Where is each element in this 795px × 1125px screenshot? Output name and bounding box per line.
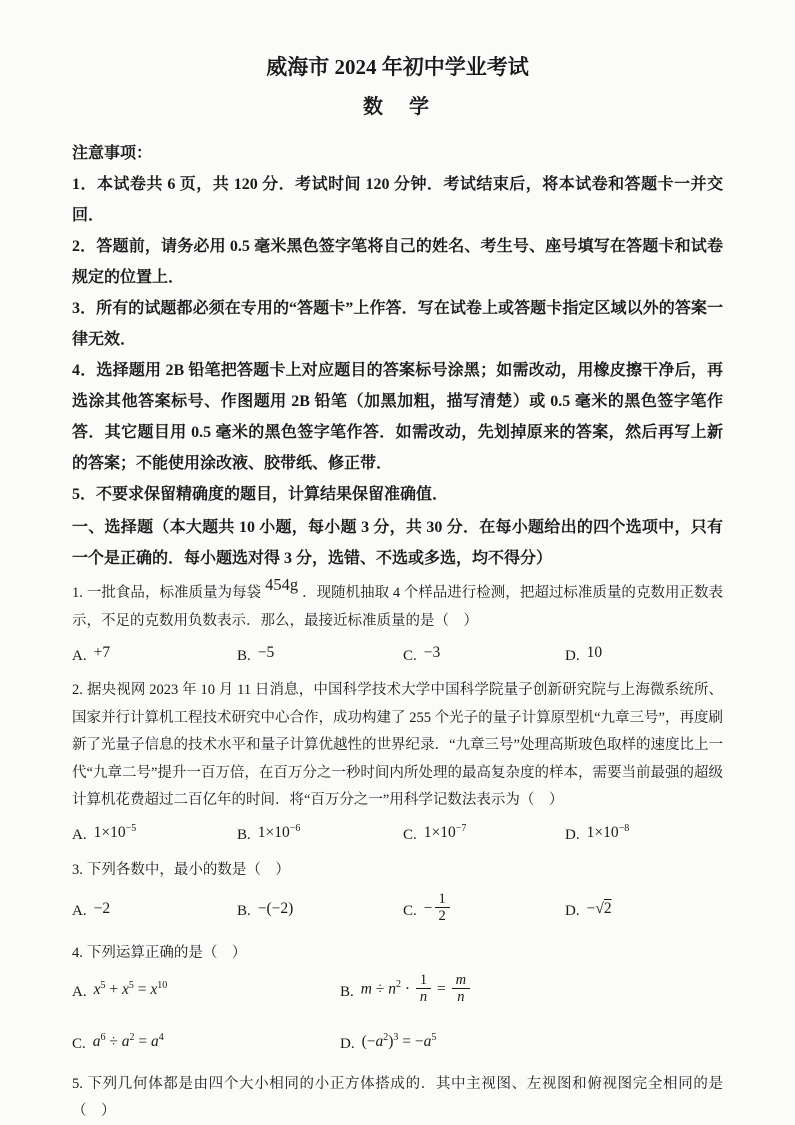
notice-heading: 注意事项：	[72, 145, 153, 162]
question-2-option-b	[237, 822, 403, 845]
option-label: B.	[237, 903, 251, 919]
question-4	[72, 940, 723, 1066]
question-1-option-b	[237, 644, 403, 665]
notice-item-4: 4．选择题用 2B 铅笔把答题卡上对应题目的答案标号涂黑；如需改动，用橡皮擦干净后，再选涂其他答案标号、作图题用 2B 铅笔（加黑加粗，描写清楚）或 0.5 毫米的黑色签字笔作答．其它题目用 0.5 毫米的黑色签字笔作答．如需改动，先划掉原来的答案，然后再写上新的答案；不能使用涂改液、胶带纸、修正带．	[72, 362, 723, 472]
section-one-heading: 一、选择题（本大题共 10 小题，每小题 3 分，共 30 分．在每小题给出的四个选项中，只有一个是正确的．每小题选对得 3 分，选错、不选或多选，均不得分）	[72, 519, 723, 567]
notice-item-5: 5．不要求保留精确度的题目，计算结果保留准确值．	[72, 486, 449, 503]
option-label: D.	[565, 647, 580, 664]
question-4-option-b	[340, 972, 723, 1014]
question-5-number: 5.	[72, 1075, 83, 1092]
question-2-number: 2.	[72, 682, 83, 698]
notice-item-3: 3．所有的试题都必须在专用的“答题卡”上作答．写在试卷上或答题卡指定区域以外的答案一律无效．	[72, 300, 723, 348]
option-label: A.	[72, 903, 87, 919]
question-3-option-d	[565, 899, 723, 921]
question-3-option-c	[403, 890, 565, 928]
option-label: B.	[340, 984, 354, 1000]
option-value: +7	[93, 644, 111, 661]
option-value: $m \div n^2$ · $\frac{1}{n}$ = $\frac{m}{n}$	[361, 973, 472, 1006]
question-3-number: 3.	[72, 861, 83, 878]
option-value: $x^5 + x^5 = x^{10}$	[93, 979, 168, 998]
question-3	[72, 857, 723, 935]
option-label: A.	[72, 984, 87, 1000]
page-title: 威海市 2024 年初中学业考试	[266, 55, 529, 79]
option-value: 10	[586, 644, 603, 661]
option-value: −(−2)	[257, 899, 294, 917]
question-2-option-a	[72, 822, 237, 845]
question-2-stem	[72, 677, 723, 815]
question-1-stem	[72, 575, 724, 635]
question-5-stem	[72, 1071, 723, 1125]
question-1-text: 一批食品，标准质量为每袋 454g ．现随机抽取 4 个样品进行检测，把超过标准质量的克数用正数表示，不足的克数用负数表示．那么，最接近标准质量的是（ ）	[72, 575, 724, 629]
option-label: D.	[340, 1036, 355, 1052]
option-label: D.	[565, 903, 580, 919]
question-3-stem	[72, 857, 723, 884]
option-value: −3	[423, 644, 441, 661]
question-5	[72, 1071, 723, 1125]
question-3-text: 下列各数中，最小的数是（ ）	[86, 861, 290, 878]
option-label: C.	[72, 1036, 86, 1052]
option-value: $1\times 10^{-6}$	[257, 822, 301, 841]
option-value: −5	[257, 644, 275, 661]
option-value: − $\frac{1}{2}$	[424, 892, 452, 925]
question-4-option-c	[72, 1024, 340, 1066]
question-2-text: 据央视网 2023 年 10 月 11 日消息，中国科学技术大学中国科学院量子创新研究院与上海微系统所、国家并行计算机工程技术研究中心合作，成功构建了 255 个光子的量子计算原型机“九章三号”，再度刷新了光量子信息的技术水平和量子计算优越性的世界纪录．“九章三号”处理高斯玻色取样的速度比上一代“九章二号”提升一百万倍，在百万分之一秒时间内所处理的最高复杂度的样本，需要当前最强的超级计算机花费超过二百亿年的时间．将“百万分之一”用科学记数法表示为（ ）	[72, 682, 723, 808]
question-4-number: 4.	[72, 944, 83, 961]
question-3-option-b	[237, 899, 403, 921]
option-value: $1\times 10^{-8}$	[586, 822, 630, 841]
question-4-options	[72, 972, 723, 1066]
question-4-text: 下列运算正确的是（ ）	[86, 944, 247, 961]
option-value: $1\times 10^{-5}$	[93, 822, 137, 841]
question-3-option-a	[72, 899, 237, 921]
question-2-option-c	[403, 822, 565, 845]
question-1-option-a	[72, 644, 237, 665]
notice-section	[72, 138, 723, 510]
option-label: A.	[72, 827, 87, 843]
question-1-option-d	[565, 644, 723, 665]
option-value: −2	[93, 899, 111, 917]
question-4-option-d	[340, 1024, 723, 1066]
question-1-options	[72, 640, 723, 672]
question-2	[72, 677, 723, 852]
option-label: B.	[237, 647, 251, 664]
question-1-number: 1.	[72, 585, 83, 601]
question-1	[72, 575, 724, 672]
option-label: C.	[403, 827, 417, 843]
option-value: $a^6 \div a^2 = a^4$	[92, 1031, 164, 1050]
option-label: D.	[565, 827, 580, 843]
option-label: C.	[403, 903, 417, 919]
question-4-option-a	[72, 972, 340, 1014]
question-2-option-d	[565, 822, 723, 845]
notice-item-2: 2．答题前，请务必用 0.5 毫米黑色签字笔将自己的姓名、考生号、座号填写在答题卡和试卷规定的位置上．	[72, 238, 723, 286]
question-1-option-c	[403, 644, 565, 665]
option-value: $(-a^2)^3 = -a^5$	[361, 1031, 437, 1050]
question-4-stem	[72, 940, 723, 967]
question-2-options	[72, 820, 723, 852]
option-label: C.	[403, 647, 417, 664]
subject-title: 数 学	[363, 96, 432, 118]
option-label: B.	[237, 827, 251, 843]
option-value: −√2	[586, 899, 612, 917]
question-5-text: 下列几何体都是由四个大小相同的小正方体搭成的．其中主视图、左视图和俯视图完全相同的是（ ）	[72, 1075, 723, 1119]
question-3-options	[72, 889, 723, 935]
notice-item-1: 1．本试卷共 6 页，共 120 分．考试时间 120 分钟．考试结束后，将本试卷和答题卡一并交回．	[72, 176, 723, 224]
option-value: $1\times 10^{-7}$	[423, 822, 467, 841]
option-label: A.	[72, 647, 87, 664]
